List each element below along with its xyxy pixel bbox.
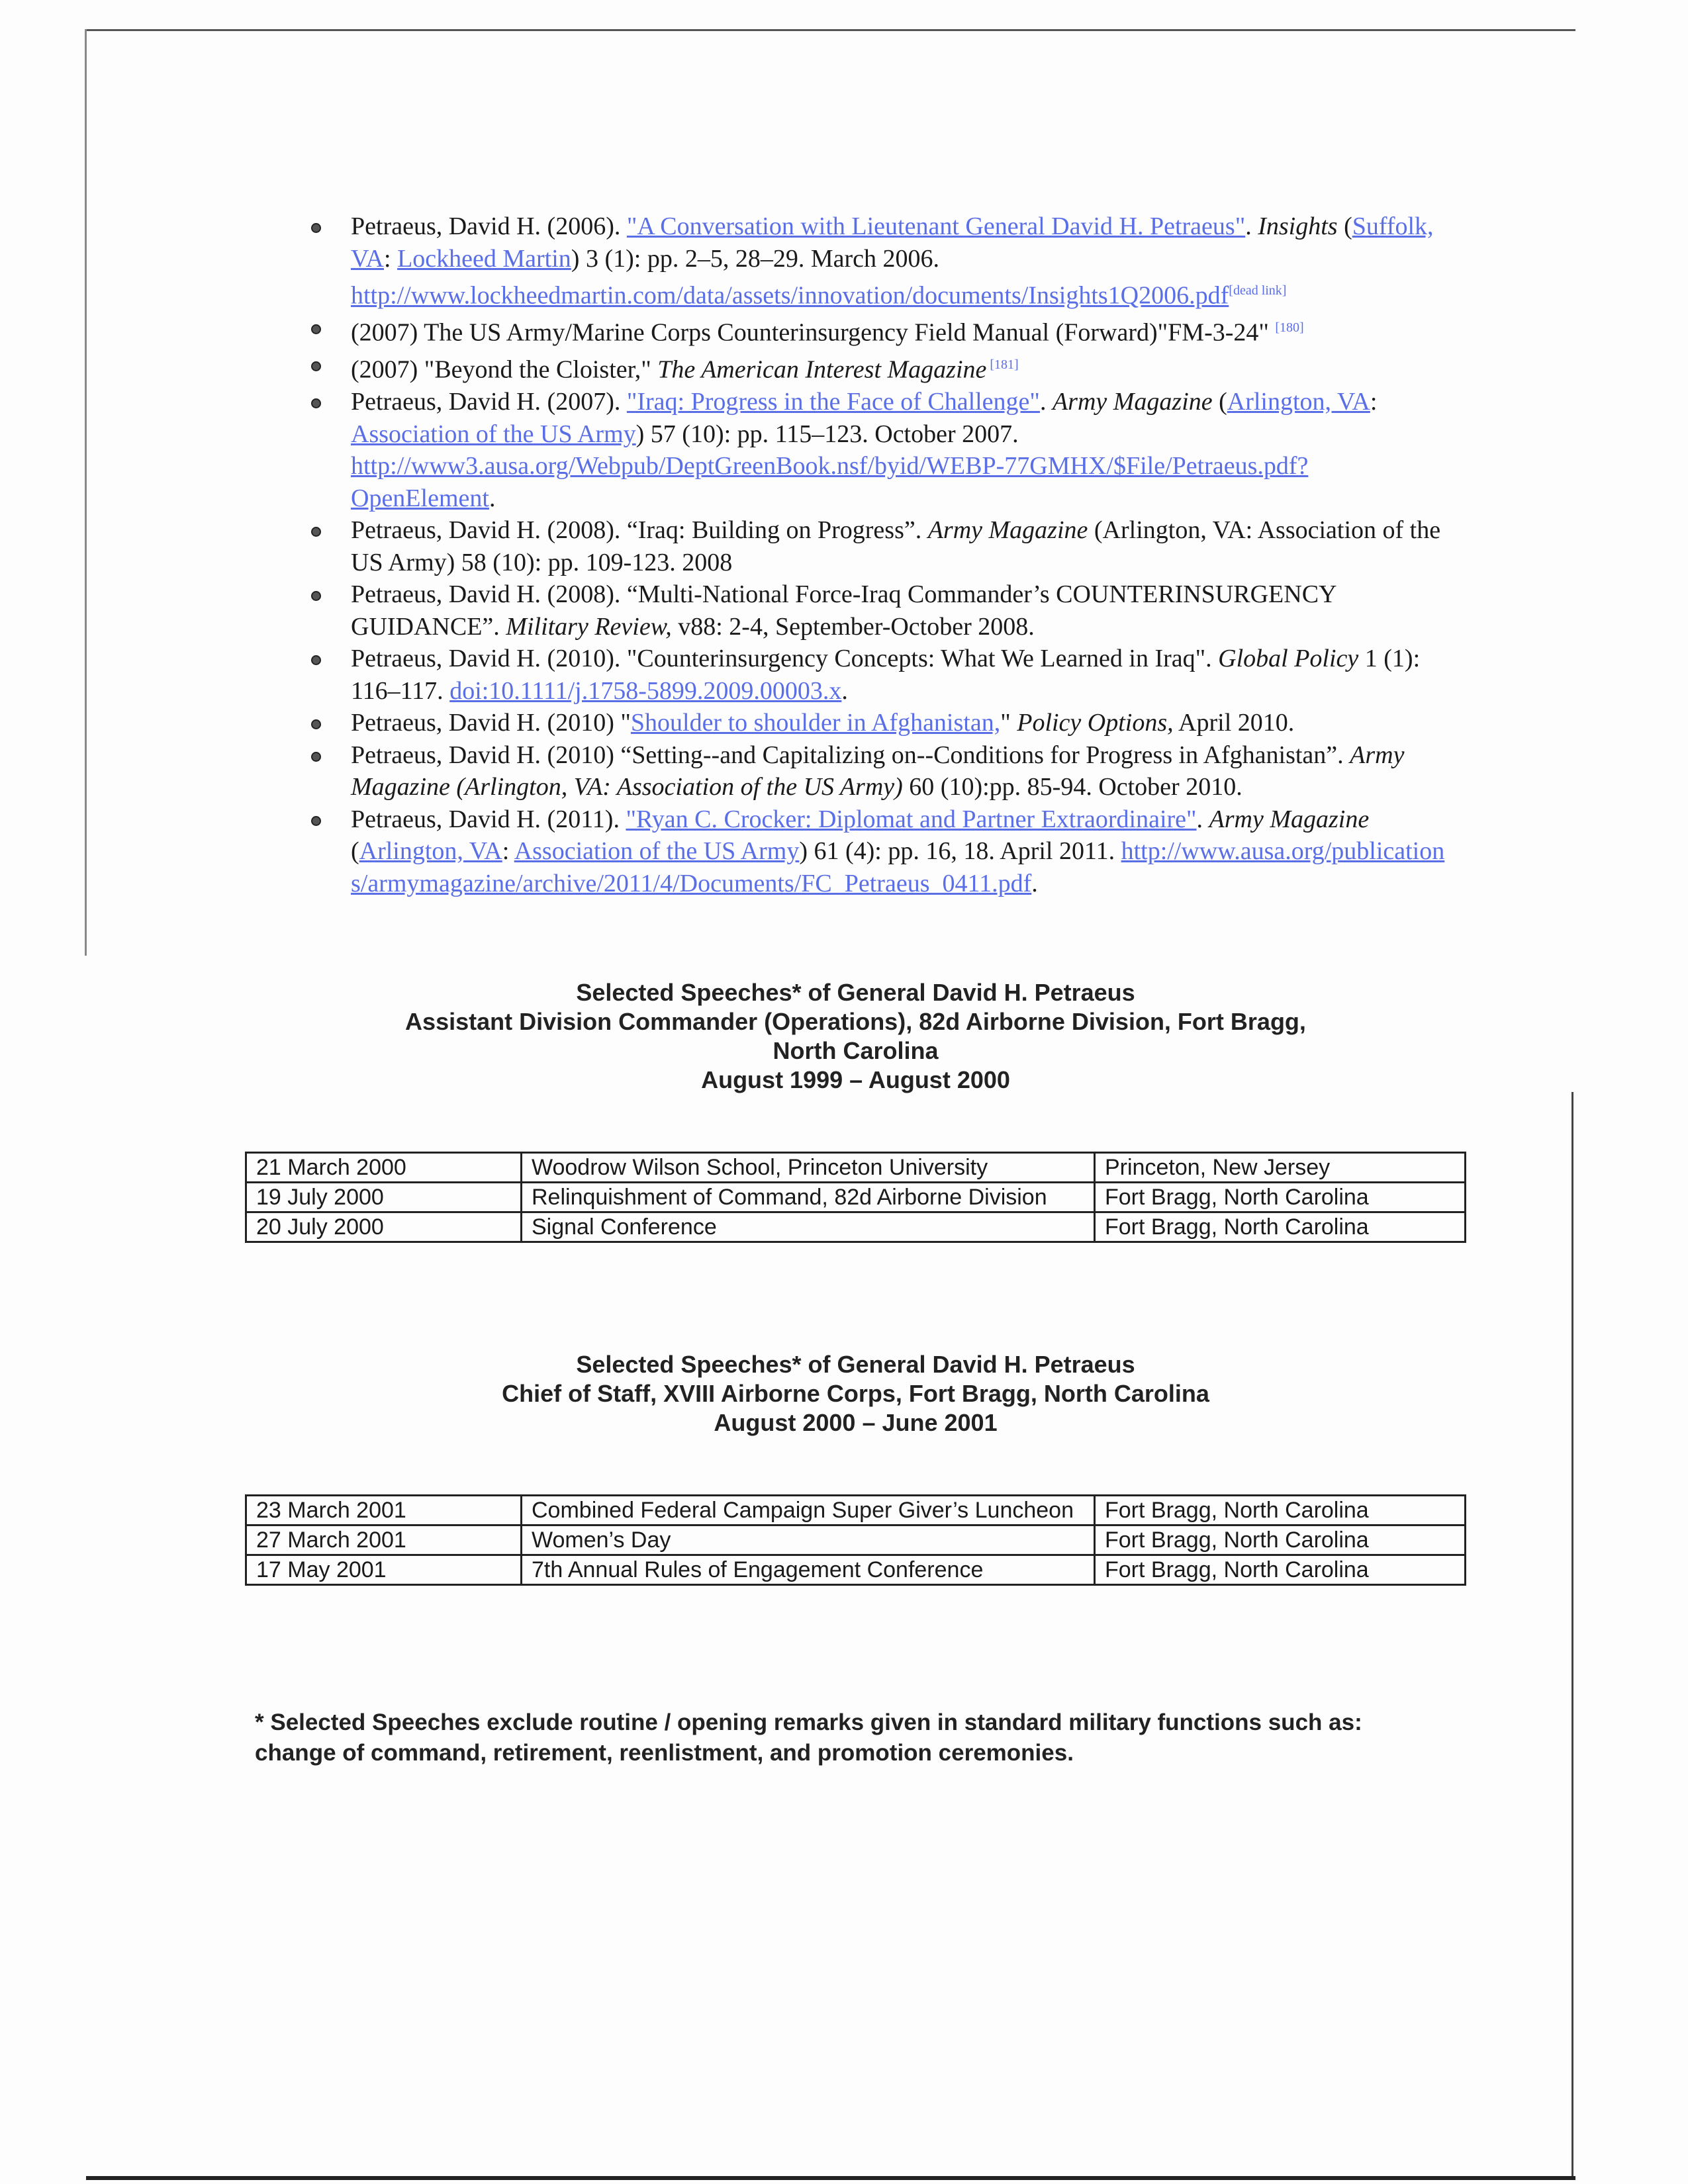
article-link[interactable]: "Ryan C. Crocker: Diplomat and Partner Extraordinaire" (626, 805, 1197, 833)
citation-text: April 2010. (1173, 709, 1295, 737)
heading-line: Selected Speeches* of General David H. Petraeus (576, 1351, 1135, 1378)
publication-item (311, 312, 1450, 349)
punct: : (502, 837, 514, 866)
punct: . (1245, 212, 1258, 240)
punct: " (1000, 709, 1017, 737)
date-cell: 17 May 2001 (246, 1555, 522, 1585)
journal-title: Military Review, (506, 612, 672, 641)
punct: . (1031, 869, 1038, 897)
event-cell: Woodrow Wilson School, Princeton University (522, 1153, 1095, 1183)
publication-item (311, 803, 1450, 900)
punct: . (1039, 388, 1053, 416)
publication-item (311, 210, 1450, 312)
table-row (246, 1212, 1466, 1242)
heading-line: Chief of Staff, XVIII Airborne Corps, Fort Bragg, North Carolina (502, 1380, 1209, 1407)
journal-title: Insights (1258, 212, 1338, 240)
article-link[interactable]: "A Conversation with Lieutenant General David H. Petraeus" (626, 212, 1246, 240)
publication-item (311, 707, 1450, 739)
publication-item (311, 386, 1450, 514)
journal-title: Army Magazine (1052, 388, 1213, 416)
publication-list (311, 210, 1450, 899)
scan-top-border (86, 29, 1575, 31)
publication-item (311, 739, 1450, 803)
citation-text: Petraeus, David H. (2006). (351, 212, 627, 240)
date-cell: 27 March 2001 (246, 1525, 522, 1555)
table-row (246, 1153, 1466, 1183)
footnote: * Selected Speeches exclude routine / opening remarks given in standard military functions such as: change of command, retirement, reenlistment, and promotion ceremonies. (255, 1709, 1362, 1766)
section-heading-2 (245, 1350, 1466, 1437)
publication-item (311, 349, 1450, 386)
citation-text: (2007) "Beyond the Cloister," (351, 355, 658, 384)
punct: : (1370, 388, 1378, 416)
journal-title: Army Magazine (927, 516, 1088, 545)
url-link[interactable]: http://www.lockheedmartin.com/data/assets/innovation/documents/Insights1Q2006.pdf (351, 281, 1229, 310)
citation-text: Petraeus, David H. (2011). (351, 805, 626, 833)
citation-text: Petraeus, David H. (2010) " (351, 709, 631, 737)
event-cell: 7th Annual Rules of Engagement Conference (522, 1555, 1095, 1585)
article-link[interactable]: "Iraq: Progress in the Face of Challenge" (626, 388, 1040, 416)
event-cell: Women’s Day (522, 1525, 1095, 1555)
url-link[interactable]: http://www.ausa.org/publications/armymagazine/archive/2011/4/Documents/FC_Petraeus_0411.pdf (351, 837, 1445, 897)
location-cell: Princeton, New Jersey (1095, 1153, 1466, 1183)
dead-link-note[interactable]: [dead link] (1229, 283, 1287, 298)
heading-line: August 2000 – June 2001 (714, 1409, 998, 1436)
place-link[interactable]: Arlington, VA (359, 837, 502, 866)
publication-item (311, 514, 1450, 578)
citation-text: 1 (1): 116–117. (351, 645, 1421, 705)
publisher-link[interactable]: Association of the US Army (351, 420, 636, 448)
punct: . (1196, 805, 1209, 833)
date-cell: 21 March 2000 (246, 1153, 522, 1183)
event-cell: Relinquishment of Command, 82d Airborne Division (522, 1183, 1095, 1212)
location-cell: Fort Bragg, North Carolina (1095, 1183, 1466, 1212)
journal-title: Army Magazine (1209, 805, 1370, 833)
punct: : (384, 244, 398, 273)
heading-line: Selected Speeches* of General David H. Petraeus (576, 979, 1135, 1006)
table-row (246, 1555, 1466, 1585)
table-row (246, 1183, 1466, 1212)
date-cell: 20 July 2000 (246, 1212, 522, 1242)
punct: . (489, 484, 496, 512)
punct: ( (1212, 388, 1227, 416)
date-cell: 19 July 2000 (246, 1183, 522, 1212)
punct: ( (351, 837, 359, 866)
journal-title: The American Interest Magazine (657, 355, 987, 384)
publication-item (311, 643, 1450, 707)
speeches-table-2 (245, 1494, 1466, 1586)
heading-line: August 1999 – August 2000 (701, 1066, 1010, 1093)
table-row (246, 1496, 1466, 1525)
place-link[interactable]: Arlington, VA (1227, 388, 1370, 416)
heading-line: Assistant Division Commander (Operations), 82d Airborne Division, Fort Bragg, (405, 1008, 1306, 1035)
punct: ( (1337, 212, 1352, 240)
place-link[interactable]: Suffolk, VA (351, 212, 1434, 273)
heading-line: North Carolina (773, 1037, 939, 1064)
url-link[interactable]: http://www3.ausa.org/Webpub/DeptGreenBook.nsf/byid/WEBP-77GMHX/$File/Petraeus.pdf?OpenElement (351, 452, 1309, 512)
footnote-ref[interactable]: [181] (986, 357, 1019, 373)
citation-text: (2007) The US Army/Marine Corps Counterinsurgency Field Manual (Forward)"FM-3-24" (351, 318, 1276, 347)
citation-text: Petraeus, David H. (2008). “Iraq: Building on Progress”. (351, 516, 928, 545)
journal-title: Global Policy (1218, 645, 1359, 673)
event-cell: Combined Federal Campaign Super Giver’s Luncheon (522, 1496, 1095, 1525)
section-heading-1 (245, 978, 1466, 1095)
punct: . (841, 676, 848, 705)
publisher-link[interactable]: Association of the US Army (514, 837, 800, 866)
citation-text: Petraeus, David H. (2008). “Multi-National Force-Iraq Commander’s COUNTERINSURGENCY GUIDANCE”. (351, 580, 1336, 641)
publisher-link[interactable]: Lockheed Martin (397, 244, 571, 273)
location-cell: Fort Bragg, North Carolina (1095, 1555, 1466, 1585)
footnote-ref[interactable]: [180] (1275, 320, 1304, 336)
publication-item (311, 578, 1450, 643)
citation-text: ) 57 (10): pp. 115–123. October 2007. (635, 420, 1019, 448)
citation-text: 60 (10):pp. 85-94. October 2010. (902, 773, 1243, 801)
doi-link[interactable]: doi:10.1111/j.1758-5899.2009.00003.x (449, 676, 842, 705)
citation-text: v88: 2-4, September-October 2008. (671, 612, 1035, 641)
citation-text: ) 61 (4): pp. 16, 18. April 2011. (799, 837, 1121, 866)
journal-title: Policy Options, (1017, 709, 1174, 737)
citation-text: Petraeus, David H. (2010). "Counterinsurgency Concepts: What We Learned in Iraq". (351, 645, 1219, 673)
article-link[interactable]: Shoulder to shoulder in Afghanistan, (630, 709, 1001, 737)
table-row (246, 1525, 1466, 1555)
citation-text: ) 3 (1): pp. 2–5, 28–29. March 2006. (571, 244, 939, 273)
journal-title: Army Magazine (Arlington, VA: Association of the US Army) (351, 741, 1405, 801)
scan-right-border (1571, 1092, 1573, 2177)
scan-bottom-border (86, 2176, 1575, 2180)
date-cell: 23 March 2001 (246, 1496, 522, 1525)
scan-left-border (85, 29, 87, 956)
location-cell: Fort Bragg, North Carolina (1095, 1496, 1466, 1525)
event-cell: Signal Conference (522, 1212, 1095, 1242)
speeches-table-1 (245, 1152, 1466, 1243)
location-cell: Fort Bragg, North Carolina (1095, 1525, 1466, 1555)
citation-text: (Arlington, VA: Association of the US Army) 58 (10): pp. 109-123. 2008 (351, 516, 1441, 576)
citation-text: Petraeus, David H. (2007). (351, 388, 627, 416)
location-cell: Fort Bragg, North Carolina (1095, 1212, 1466, 1242)
citation-text: Petraeus, David H. (2010) “Setting--and Capitalizing on--Conditions for Progress in Afghanistan”. (351, 741, 1350, 769)
